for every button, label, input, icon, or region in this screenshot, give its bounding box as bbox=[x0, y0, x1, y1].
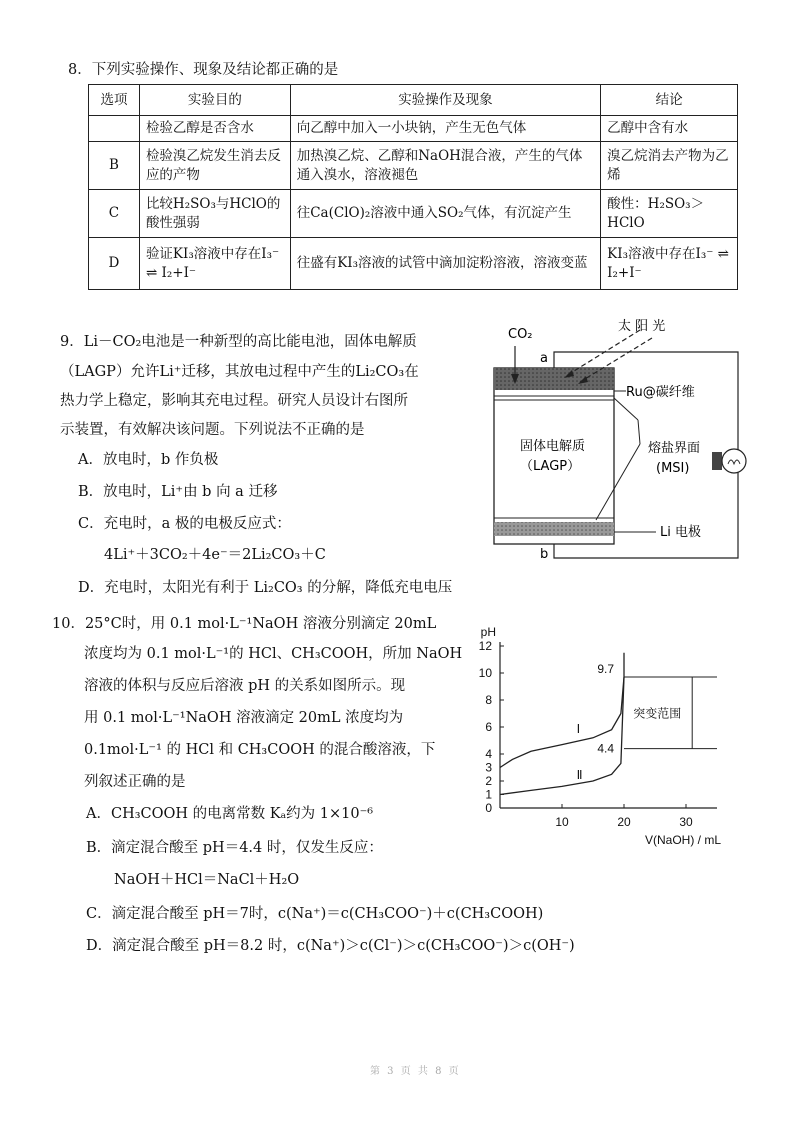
row-purpose: 比较H₂SO₃与HClO的酸性强弱 bbox=[139, 190, 290, 238]
q10-stem-line: 用 0.1 mol·L⁻¹NaOH 溶液滴定 20mL 浓度均为 bbox=[84, 710, 404, 726]
li-electrode bbox=[494, 522, 614, 536]
lamp-icon bbox=[712, 449, 746, 473]
q9-option-b: B．放电时，Li⁺由 b 向 a 迁移 bbox=[78, 484, 278, 500]
series-label: Ⅰ bbox=[576, 722, 581, 737]
b-label: b bbox=[540, 547, 549, 562]
y-tick-label: 12 bbox=[478, 639, 492, 653]
y-tick-label: 4 bbox=[485, 747, 492, 761]
table-row bbox=[89, 190, 738, 238]
x-tick-label: 30 bbox=[679, 815, 693, 829]
sunlight-label: 太 阳 光 bbox=[618, 319, 666, 334]
table-row bbox=[89, 142, 738, 190]
electrolyte-label-2: （LAGP） bbox=[520, 459, 581, 474]
y-tick-label: 1 bbox=[485, 787, 492, 802]
a-label: a bbox=[540, 351, 548, 366]
q9-option-c-equation: 4Li⁺＋3CO₂＋4e⁻＝2Li₂CO₃＋C bbox=[104, 547, 326, 563]
q10-stem-line: 溶液的体积与反应后溶液 pH 的关系如图所示。现 bbox=[84, 678, 406, 694]
y-tick-label: 2 bbox=[485, 774, 492, 788]
titration-chart bbox=[460, 600, 760, 852]
table-row bbox=[89, 116, 738, 142]
row-operation: 往Ca(ClO)₂溶液中通入SO₂气体，有沉淀产生 bbox=[290, 190, 600, 238]
header-operation: 实验操作及现象 bbox=[290, 85, 600, 116]
header-purpose: 实验目的 bbox=[139, 85, 290, 116]
q9-option-d: D．充电时，太阳光有利于 Li₂CO₃ 的分解，降低充电电压 bbox=[78, 580, 453, 596]
y-tick-label: 6 bbox=[485, 720, 492, 734]
q9-option-a: A．放电时，b 作负极 bbox=[78, 452, 219, 468]
row-conclusion: 酸性：H₂SO₃＞HClO bbox=[601, 190, 738, 238]
battery-diagram bbox=[480, 312, 780, 574]
msi-label-2: (MSI) bbox=[656, 461, 690, 476]
row-operation: 往盛有KI₃溶液的试管中滴加淀粉溶液，溶液变蓝 bbox=[290, 238, 600, 290]
y-tick-label: 8 bbox=[485, 693, 492, 707]
q10-stem-line: 0.1mol·L⁻¹ 的 HCl 和 CH₃COOH 的混合酸溶液，下 bbox=[84, 742, 436, 758]
upper-value: 9.7 bbox=[597, 662, 614, 677]
row-option: D bbox=[89, 238, 140, 290]
q10-stem-line: 列叙述正确的是 bbox=[84, 774, 186, 790]
q9-stem-line: 9．Li－CO₂电池是一种新型的高比能电池，固体电解质 bbox=[60, 334, 417, 350]
page-footer: 第 3 页 共 8 页 bbox=[370, 1066, 461, 1077]
ru-carbon-electrode bbox=[494, 368, 614, 390]
row-operation: 向乙醇中加入一小块钠，产生无色气体 bbox=[290, 116, 600, 142]
row-purpose: 检验乙醇是否含水 bbox=[139, 116, 290, 142]
row-purpose: 检验溴乙烷发生消去反应的产物 bbox=[139, 142, 290, 190]
q9-stem-line: （LAGP）允许Li⁺迁移，其放电过程中产生的Li₂CO₃在 bbox=[60, 364, 419, 380]
lower-value: 4.4 bbox=[597, 741, 614, 756]
li-electrode-label: Li 电极 bbox=[660, 525, 701, 540]
y-tick-label: 0 bbox=[485, 801, 492, 815]
row-option: B bbox=[89, 142, 140, 190]
x-axis-label: V(NaOH) / mL bbox=[644, 833, 721, 847]
range-label: 突变范围 bbox=[633, 706, 682, 721]
q10-option-a: A．CH₃COOH 的电离常数 Kₐ约为 1×10⁻⁶ bbox=[86, 806, 374, 822]
q10-option-b: B．滴定混合酸至 pH＝4.4 时，仅发生反应： bbox=[86, 840, 383, 856]
q9-stem-line: 热力学上稳定，影响其充电过程。研究人员设计右图所 bbox=[60, 393, 408, 409]
q10-option-d: D．滴定混合酸至 pH＝8.2 时，c(Na⁺)＞c(Cl⁻)＞c(CH₃COO⁻)＞c(OH⁻) bbox=[86, 938, 575, 954]
series-curve bbox=[500, 677, 624, 794]
row-option bbox=[89, 116, 140, 142]
q8-table bbox=[88, 84, 738, 290]
row-purpose: 验证KI₃溶液中存在I₃⁻ ⇌ I₂+I⁻ bbox=[139, 238, 290, 290]
header-option: 选项 bbox=[89, 85, 140, 116]
q10-stem-line: 10．25°C时，用 0.1 mol·L⁻¹NaOH 溶液分别滴定 20mL bbox=[52, 616, 437, 632]
table-header-row bbox=[89, 85, 738, 116]
y-tick-label: 10 bbox=[478, 666, 492, 680]
y-start-label: 3 bbox=[485, 760, 492, 775]
q9-stem-line: 示装置，有效解决该问题。下列说法不正确的是 bbox=[60, 422, 365, 438]
q10-stem-line: 浓度均为 0.1 mol·L⁻¹的 HCl、CH₃COOH，所加 NaOH bbox=[84, 646, 463, 662]
co2-label: CO₂ bbox=[508, 327, 533, 342]
q8-stem: 8．下列实验操作、现象及结论都正确的是 bbox=[68, 62, 339, 78]
x-tick-label: 10 bbox=[555, 815, 569, 829]
row-conclusion: 乙醇中含有水 bbox=[601, 116, 738, 142]
row-conclusion: KI₃溶液中存在I₃⁻ ⇌ I₂+I⁻ bbox=[601, 238, 738, 290]
q10-option-c: C．滴定混合酸至 pH＝7时，c(Na⁺)＝c(CH₃COO⁻)＋c(CH₃COOH) bbox=[86, 906, 544, 922]
row-conclusion: 溴乙烷消去产物为乙烯 bbox=[601, 142, 738, 190]
y-axis-label: pH bbox=[480, 625, 496, 639]
x-tick-label: 20 bbox=[617, 815, 631, 829]
electrolyte-label: 固体电解质 bbox=[520, 439, 586, 454]
msi-label: 熔盐界面 bbox=[648, 441, 701, 456]
header-conclusion: 结论 bbox=[601, 85, 738, 116]
row-operation: 加热溴乙烷、乙醇和NaOH混合液，产生的气体通入溴水，溶液褪色 bbox=[290, 142, 600, 190]
ru-label: Ru@碳纤维 bbox=[626, 385, 695, 400]
row-option: C bbox=[89, 190, 140, 238]
q9-option-c: C．充电时，a 极的电极反应式： bbox=[78, 516, 291, 532]
q10-option-b-equation: NaOH＋HCl＝NaCl＋H₂O bbox=[114, 872, 300, 888]
table-row bbox=[89, 238, 738, 290]
series-label: Ⅱ bbox=[576, 768, 583, 782]
